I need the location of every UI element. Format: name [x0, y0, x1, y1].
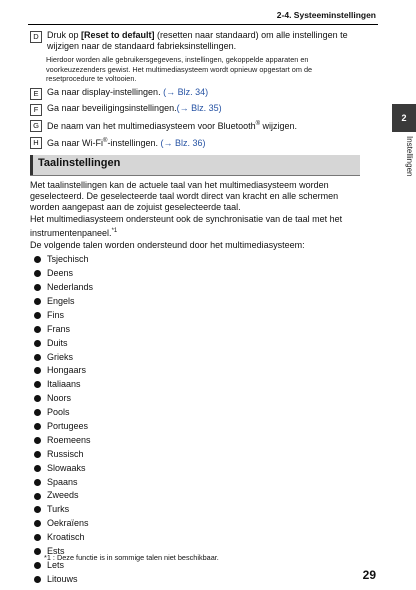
bullet-icon	[34, 367, 41, 374]
step-text: Ga naar beveiligingsinstellingen.(→ Blz. 35)	[47, 103, 222, 114]
language-label: Turks	[47, 504, 70, 515]
language-label: Frans	[47, 323, 71, 334]
language-list	[30, 253, 360, 586]
bullet-icon	[34, 520, 41, 527]
bullet-icon	[34, 534, 41, 541]
language-item	[30, 322, 360, 336]
bullet-icon	[34, 284, 41, 291]
bullet-icon	[34, 423, 41, 430]
step-text: Ga naar Wi-Fi®-instellingen. (→ Blz. 36)	[47, 137, 206, 148]
step-letter: F	[30, 104, 42, 116]
language-label: Hongaars	[47, 365, 87, 376]
language-item	[30, 475, 360, 489]
language-item	[30, 572, 360, 586]
language-label: Engels	[47, 295, 75, 306]
chapter-label: Instellingen	[405, 136, 414, 177]
section-marker	[30, 155, 33, 175]
bullet-icon	[34, 381, 41, 388]
language-item	[30, 392, 360, 406]
footnote-ref: *1	[111, 227, 118, 234]
bullet-icon	[34, 479, 41, 486]
language-item	[30, 295, 360, 309]
bullet-icon	[34, 340, 41, 347]
language-label: Litouws	[47, 573, 78, 584]
language-label: Pools	[47, 407, 70, 418]
language-item	[30, 517, 360, 531]
language-item	[30, 364, 360, 378]
bullet-icon	[34, 451, 41, 458]
bullet-icon	[34, 326, 41, 333]
bullet-icon	[34, 395, 41, 402]
language-label: Tsjechisch	[47, 254, 89, 265]
bullet-icon	[34, 493, 41, 500]
bullet-icon	[34, 354, 41, 361]
language-label: Portugees	[47, 420, 89, 431]
footnote: *1 : Deze functie is in sommige talen niet beschikbaar.	[44, 553, 219, 562]
page-link[interactable]: (→ Blz. 35)	[176, 103, 222, 114]
section-title: Taalinstellingen	[38, 156, 121, 169]
language-label: Grieks	[47, 351, 74, 362]
step-d	[30, 30, 360, 52]
page-link[interactable]: (→ Blz. 36)	[160, 137, 206, 148]
step-text: Druk op [Reset to default] (resetten naar standaard) om alle instellingen te wijzigen naar de standaard fabrieksinstellingen.	[47, 30, 348, 52]
bullet-icon	[34, 465, 41, 472]
section-title-bar	[30, 155, 360, 176]
bullet-icon	[34, 298, 41, 305]
language-label: Zweeds	[47, 490, 79, 501]
bullet-icon	[34, 576, 41, 583]
bullet-icon	[34, 312, 41, 319]
language-item	[30, 336, 360, 350]
bullet-icon	[34, 548, 41, 555]
language-item	[30, 350, 360, 364]
language-item	[30, 531, 360, 545]
step-letter: D	[30, 31, 42, 43]
language-item	[30, 489, 360, 503]
page-link[interactable]: (→ Blz. 34)	[163, 87, 209, 98]
language-label: Roemeens	[47, 434, 91, 445]
step-letter: G	[30, 120, 42, 132]
language-item	[30, 378, 360, 392]
language-label: Ests	[47, 545, 65, 556]
header-rule	[28, 24, 378, 25]
bullet-icon	[34, 256, 41, 263]
language-item	[30, 308, 360, 322]
paragraph: Het multimediasysteem ondersteunt ook de synchronisatie van de taal met het instrumentenpaneel.$^{*1}$	[30, 214, 343, 238]
language-label: Italiaans	[47, 379, 81, 390]
language-label: Spaans	[47, 476, 78, 487]
page-number: 29	[362, 568, 376, 582]
step-f	[30, 103, 360, 116]
language-label: Nederlands	[47, 282, 94, 293]
bullet-icon	[34, 437, 41, 444]
paragraph: De volgende talen worden ondersteund door het multimediasysteem:	[30, 239, 305, 250]
language-item	[30, 461, 360, 475]
language-item	[30, 434, 360, 448]
language-label: Russisch	[47, 448, 84, 459]
bullet-icon	[34, 409, 41, 416]
bullet-icon	[34, 270, 41, 277]
step-letter: H	[30, 137, 42, 149]
step-e	[30, 87, 360, 100]
language-item	[30, 267, 360, 281]
language-item	[30, 406, 360, 420]
language-label: Deens	[47, 268, 74, 279]
step-text: De naam van het multimediasysteem voor Bluetooth® wijzigen.	[47, 121, 298, 132]
language-label: Oekraïens	[47, 518, 89, 529]
language-label: Slowaaks	[47, 462, 86, 473]
step-letter: E	[30, 88, 42, 100]
reset-note: Hierdoor worden alle gebruikersgegevens, instellingen, gekoppelde apparaten en voorkeuzezenders gewist. Het multimediasysteem wordt opnieuw opgestart om de resetprocedure te voltooien.	[46, 55, 313, 83]
language-label: Fins	[47, 309, 65, 320]
bullet-icon	[34, 506, 41, 513]
step-text: Ga naar display-instellingen. (→ Blz. 34)	[47, 87, 209, 98]
paragraph: Met taalinstellingen kan de actuele taal van het multimediasysteem worden geselecteerd. De geselecteerde taal wordt direct van kracht en alle schermen worden aangepast aan de zojuist geselecteerde taal.	[30, 179, 339, 213]
language-label: Duits	[47, 337, 68, 348]
language-label: Lets	[47, 559, 65, 570]
language-label: Noors	[47, 393, 72, 404]
reset-label: [Reset to default]	[81, 30, 155, 40]
bullet-icon	[34, 562, 41, 569]
language-item	[30, 447, 360, 461]
language-label: Kroatisch	[47, 532, 85, 543]
language-item	[30, 281, 360, 295]
chapter-tab: 2	[392, 104, 416, 132]
language-item	[30, 420, 360, 434]
step-g	[30, 119, 360, 132]
step-h	[30, 136, 360, 149]
page-content	[30, 30, 360, 586]
language-item	[30, 253, 360, 267]
language-item	[30, 503, 360, 517]
section-header: 2-4. Systeeminstellingen	[276, 10, 376, 20]
